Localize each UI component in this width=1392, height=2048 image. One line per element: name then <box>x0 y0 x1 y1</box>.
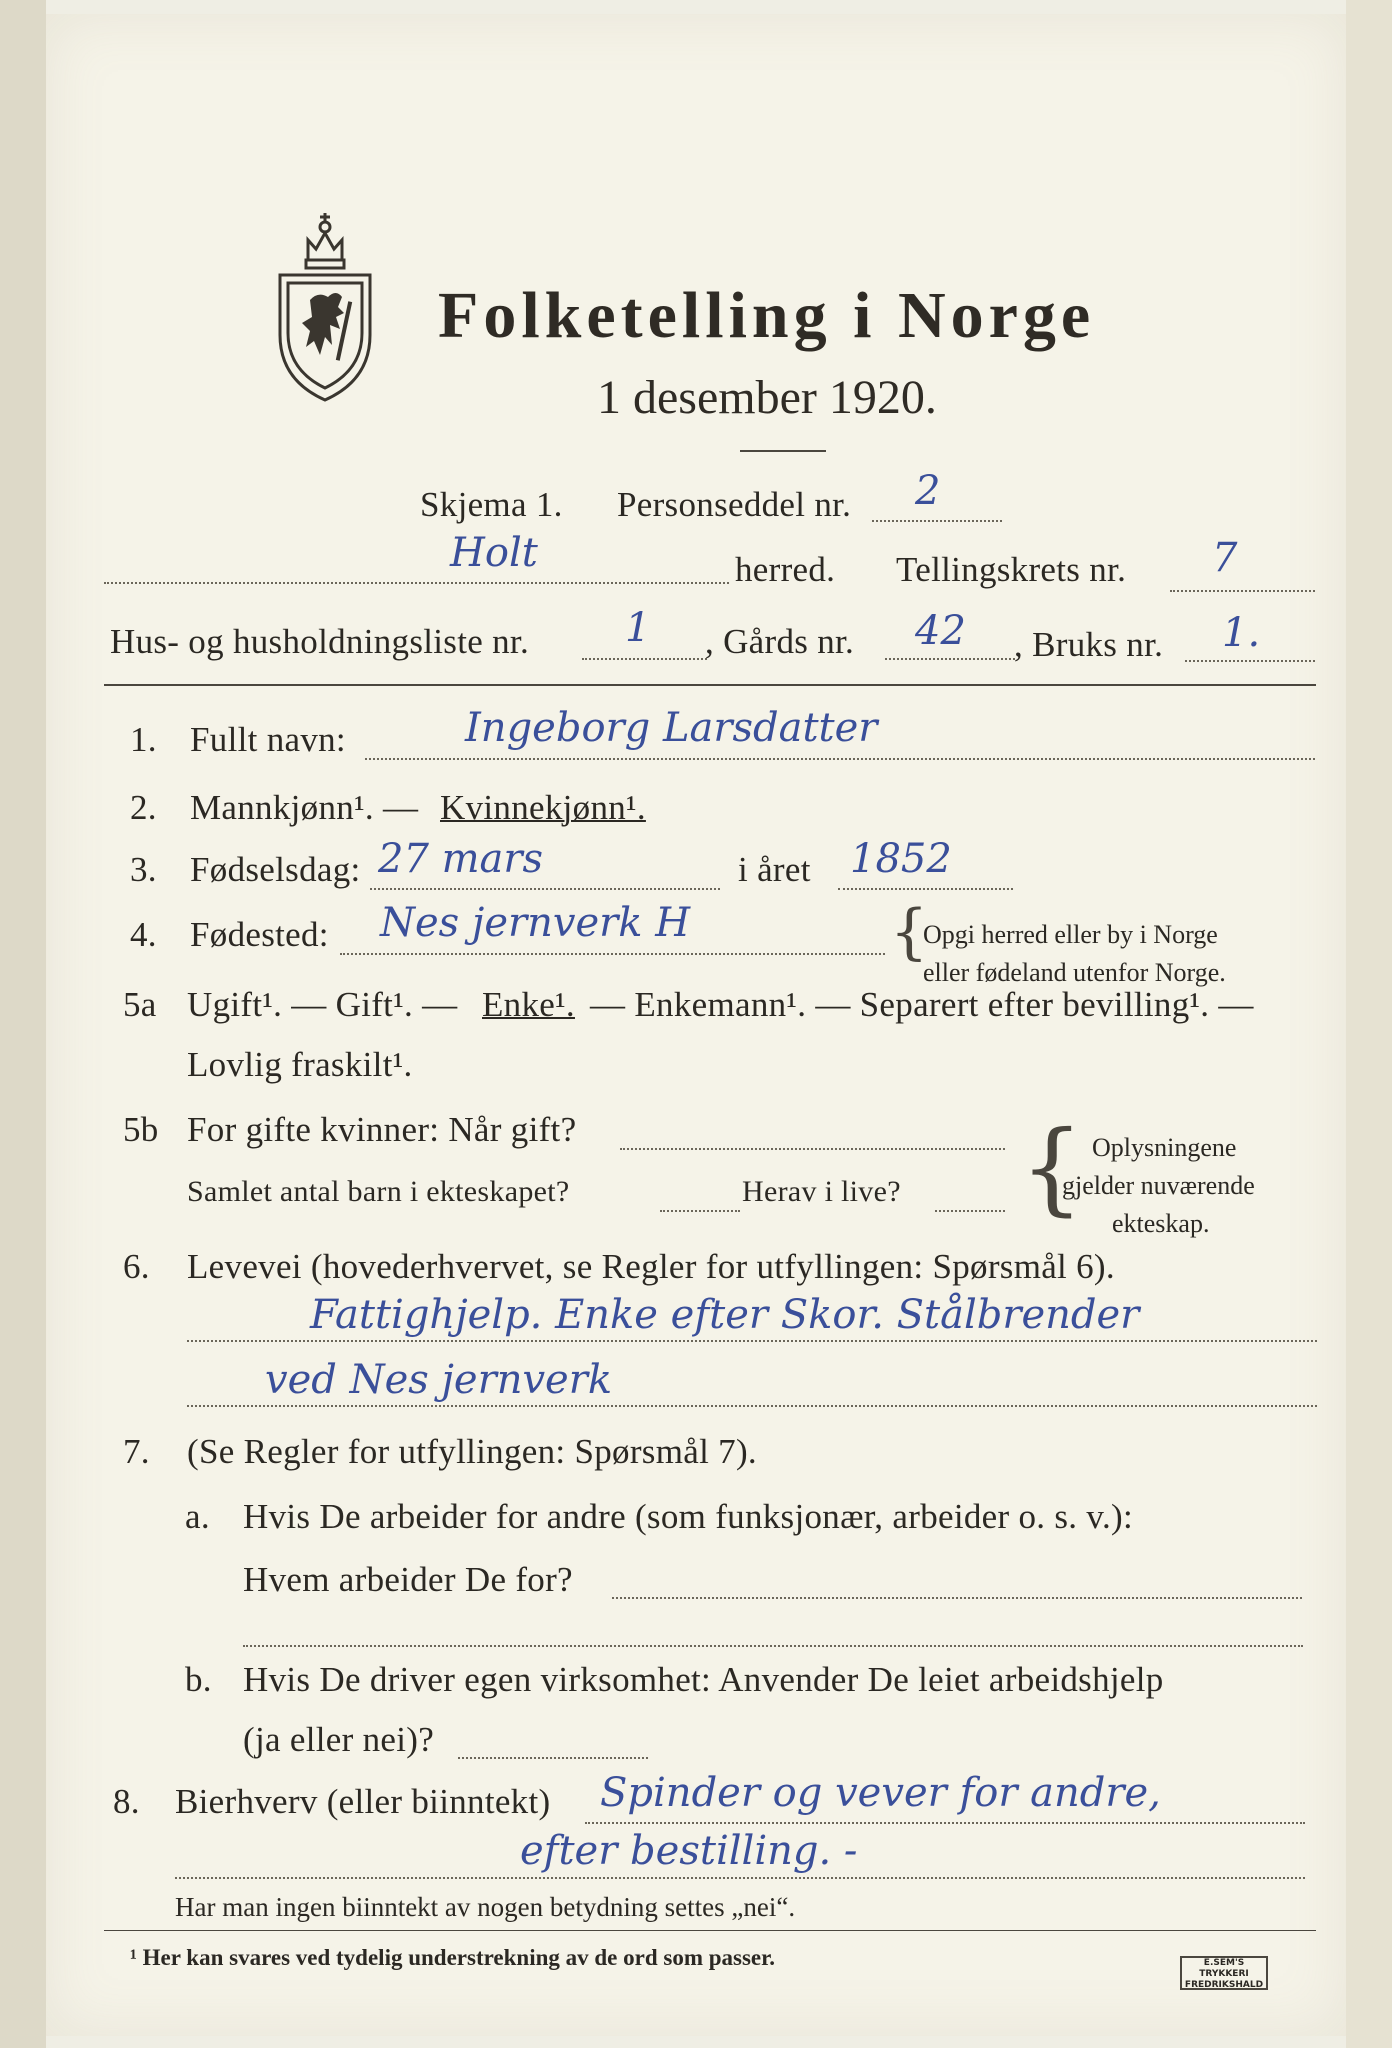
tellingskrets-value: 7 <box>1212 535 1238 581</box>
q2-female: Kvinnekjønn¹. <box>440 788 646 827</box>
q5a-enke: Enke¹. <box>482 985 575 1024</box>
q4-field[interactable] <box>340 953 885 955</box>
q6-number: 6. <box>123 1247 150 1286</box>
q8-note: Har man ingen biinntekt av nogen betydning settes „nei“. <box>175 1892 796 1922</box>
q7-number: 7. <box>123 1432 150 1471</box>
hus-field[interactable] <box>582 658 707 660</box>
q6-field-line1[interactable] <box>187 1340 1317 1342</box>
skjema-label: Skjema 1. <box>420 485 563 524</box>
q1-field[interactable] <box>365 758 1315 760</box>
q3-day-value: 27 mars <box>378 836 544 882</box>
q5a-number: 5a <box>123 985 157 1024</box>
q3-number: 3. <box>130 850 157 889</box>
q8-field-line1[interactable] <box>585 1822 1305 1824</box>
q5b-label3: Herav i live? <box>742 1175 901 1208</box>
q4-value: Nes jernverk H <box>380 900 691 946</box>
q5b-field2[interactable] <box>660 1210 740 1212</box>
form-title: Folketelling i Norge <box>438 279 1096 352</box>
q2-number: 2. <box>130 788 157 827</box>
tellingskrets-label: Tellingskrets nr. <box>896 550 1127 589</box>
bruks-field[interactable] <box>1185 660 1315 662</box>
q5b-brace: { <box>1020 1109 1084 1226</box>
q8-value-line2: efter bestilling. - <box>520 1828 858 1874</box>
q1-value: Ingeborg Larsdatter <box>465 705 878 751</box>
q7b-line1: Hvis De driver egen virksomhet: Anvender De leiet arbeidshjelp <box>243 1660 1164 1699</box>
q2-male: Mannkjønn¹. — <box>190 788 419 827</box>
form-date: 1 desember 1920. <box>597 371 937 424</box>
q1-number: 1. <box>130 720 157 759</box>
q6-value-line2: ved Nes jernverk <box>265 1357 613 1403</box>
q4-number: 4. <box>130 915 157 954</box>
gards-label: , Gårds nr. <box>705 622 855 661</box>
header-divider <box>104 684 1316 686</box>
gards-value: 42 <box>915 608 966 654</box>
q3-label: Fødselsdag: <box>190 850 361 889</box>
q5b-label2: Samlet antal barn i ekteskapet? <box>187 1175 570 1208</box>
q5b-note-line3: ekteskap. <box>1112 1209 1210 1238</box>
title-divider <box>740 450 826 452</box>
bruks-value: 1. <box>1222 610 1261 656</box>
paper-edge-right <box>1346 0 1392 2048</box>
paper-edge-left <box>0 0 46 2048</box>
q3-year-value: 1852 <box>850 836 952 882</box>
gards-field[interactable] <box>885 658 1015 660</box>
footer-divider <box>104 1930 1316 1931</box>
herred-field[interactable] <box>104 582 729 584</box>
printer-stamp-line1: E.SEM'S TRYKKERI <box>1199 1958 1249 1979</box>
q4-note-line1: Opgi herred eller by i Norge <box>923 920 1218 949</box>
q7a-line1: Hvis De arbeider for andre (som funksjonær, arbeider o. s. v.): <box>243 1497 1133 1536</box>
q7a-line2: Hvem arbeider De for? <box>243 1560 573 1599</box>
q7a-field1[interactable] <box>612 1597 1302 1599</box>
q5a-rest: — Enkemann¹. — Separert efter bevilling¹. — <box>590 985 1254 1024</box>
hus-label: Hus- og husholdningsliste nr. <box>110 622 529 661</box>
q4-note-line2: eller fødeland utenfor Norge. <box>923 958 1226 987</box>
q5b-field3[interactable] <box>935 1210 1005 1212</box>
q7-label: (Se Regler for utfyllingen: Spørsmål 7). <box>187 1432 757 1471</box>
q7a-field2[interactable] <box>243 1645 1303 1647</box>
q4-brace: { <box>890 897 929 967</box>
q1-label: Fullt navn: <box>190 720 346 759</box>
q5b-note-line2: gjelder nuværende <box>1062 1171 1255 1200</box>
q7b-letter: b. <box>185 1660 212 1699</box>
q3-day-field[interactable] <box>370 888 720 890</box>
personseddel-label: Personseddel nr. <box>617 485 852 524</box>
footnote: ¹ Her kan svares ved tydelig understrekning av de ord som passer. <box>130 1945 775 1970</box>
norwegian-coat-of-arms-icon <box>270 205 380 410</box>
q3-year-label: i året <box>738 850 811 889</box>
q8-value-line1: Spinder og vever for andre, <box>600 1770 1161 1816</box>
q8-number: 8. <box>113 1782 140 1821</box>
q7a-letter: a. <box>185 1497 210 1536</box>
printer-stamp <box>1180 1956 1268 1990</box>
q6-field-line2[interactable] <box>187 1405 1317 1407</box>
herred-value: Holt <box>450 530 538 576</box>
q5a-fraskilt: Lovlig fraskilt¹. <box>187 1045 413 1084</box>
q5b-number: 5b <box>123 1110 159 1149</box>
printer-stamp-line2: FREDRIKSHALD <box>1184 1980 1264 1990</box>
q5b-note-line1: Oplysningene <box>1092 1133 1237 1162</box>
herred-label: herred. <box>735 550 836 589</box>
personseddel-field[interactable] <box>872 520 1002 522</box>
personseddel-value: 2 <box>915 468 941 514</box>
q5b-field1[interactable] <box>620 1148 1005 1150</box>
q8-label: Bierhverv (eller biinntekt) <box>175 1782 551 1821</box>
q7b-line2: (ja eller nei)? <box>243 1720 435 1759</box>
q3-year-field[interactable] <box>838 888 1013 890</box>
q7b-field[interactable] <box>458 1757 648 1759</box>
q6-value-line1: Fattighjelp. Enke efter Skor. Stålbrender <box>310 1292 1140 1338</box>
hus-value: 1 <box>625 605 651 651</box>
q8-field-line2[interactable] <box>175 1877 1305 1879</box>
tellingskrets-field[interactable] <box>1170 590 1315 592</box>
q5a-ugift-gift: Ugift¹. — Gift¹. — <box>187 985 458 1024</box>
bruks-label: , Bruks nr. <box>1014 625 1164 664</box>
q5b-label1: For gifte kvinner: Når gift? <box>187 1110 577 1149</box>
q6-label: Levevei (hovederhvervet, se Regler for utfyllingen: Spørsmål 6). <box>187 1247 1115 1286</box>
q4-label: Fødested: <box>190 915 329 954</box>
